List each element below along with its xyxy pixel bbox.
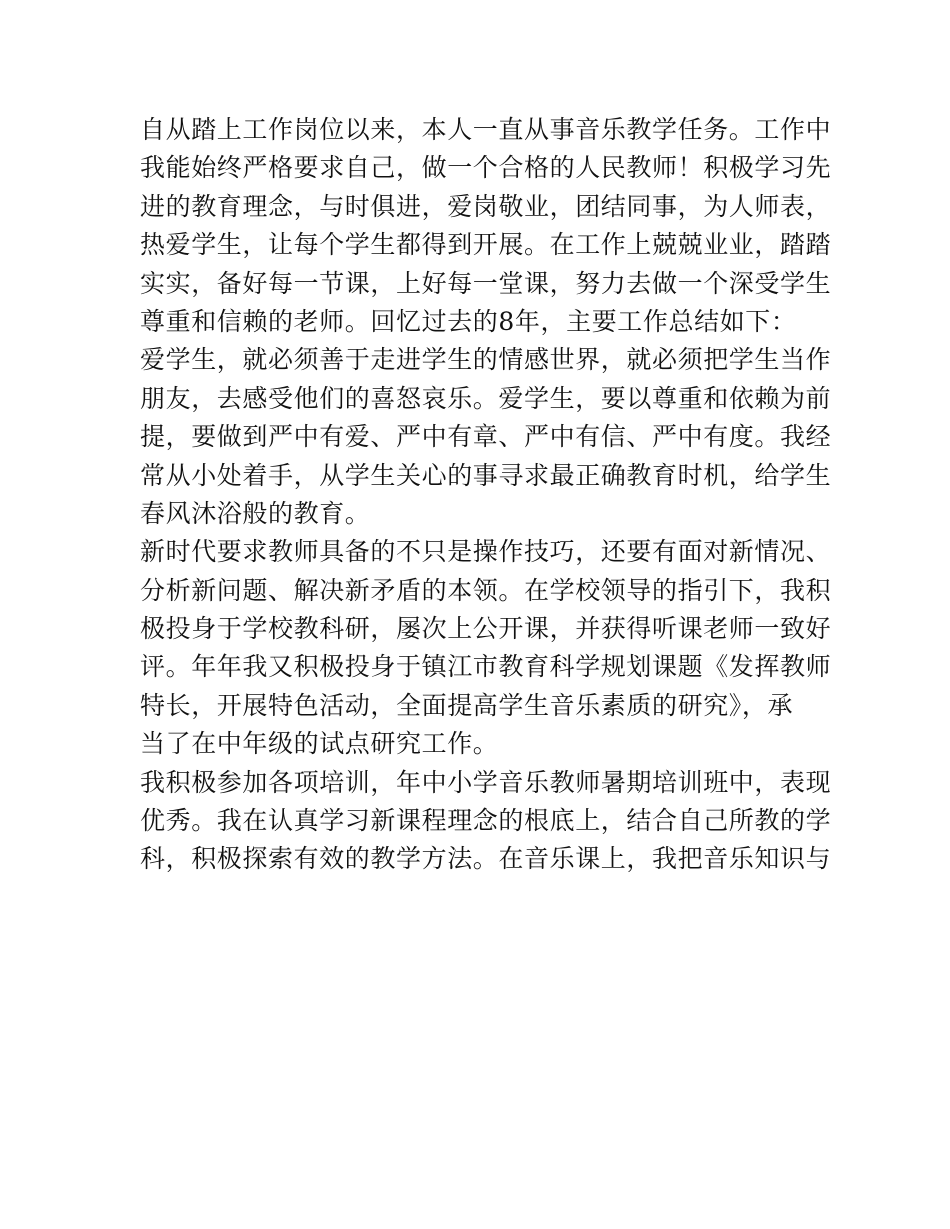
text-line: 特长，开展特色活动，全面提高学生音乐素质的研究》，承 bbox=[140, 690, 794, 720]
text-line: 实实，备好每一节课，上好每一堂课，努力去做一个深受学生 bbox=[140, 268, 832, 298]
text-line: 新时代要求教师具备的不只是操作技巧，还要有面对新情况、 bbox=[140, 537, 832, 567]
text-line: 尊重和信赖的老师。回忆过去的8年，主要工作总结如下： bbox=[140, 306, 797, 336]
text-line: 热爱学生，让每个学生都得到开展。在工作上兢兢业业，踏踏 bbox=[140, 230, 832, 260]
body-text bbox=[140, 111, 832, 879]
text-line: 科，积极探索有效的教学方法。在音乐课上，我把音乐知识与 bbox=[140, 844, 832, 874]
text-line: 当了在中年级的试点研究工作。 bbox=[140, 729, 499, 759]
text-line: 爱学生，就必须善于走进学生的情感世界，就必须把学生当作 bbox=[140, 345, 832, 375]
text-line: 自从踏上工作岗位以来，本人一直从事音乐教学任务。工作中 bbox=[140, 115, 832, 144]
text-line: 我积极参加各项培训，年中小学音乐教师暑期培训班中，表现 bbox=[140, 767, 832, 797]
text-line: 评。年年我又积极投身于镇江市教育科学规划课题《发挥教师 bbox=[140, 652, 832, 682]
text-line: 极投身于学校教科研，屡次上公开课，并获得听课老师一致好 bbox=[140, 614, 832, 644]
text-line: 提，要做到严中有爱、严中有章、严中有信、严中有度。我经 bbox=[140, 422, 832, 452]
text-line: 我能始终严格要求自己，做一个合格的人民教师！积极学习先 bbox=[140, 153, 832, 183]
text-line: 进的教育理念，与时俱进，爱岗敬业，团结同事，为人师表， bbox=[140, 191, 832, 221]
text-line: 春风沐浴般的教育。 bbox=[140, 498, 371, 528]
text-line: 朋友，去感受他们的喜怒哀乐。爱学生，要以尊重和依赖为前 bbox=[140, 383, 832, 413]
text-line: 优秀。我在认真学习新课程理念的根底上，结合自己所教的学 bbox=[140, 806, 832, 836]
text-line: 分析新问题、解决新矛盾的本领。在学校领导的指引下，我积 bbox=[140, 575, 832, 605]
text-line: 常从小处着手，从学生关心的事寻求最正确教育时机，给学生 bbox=[140, 460, 832, 490]
